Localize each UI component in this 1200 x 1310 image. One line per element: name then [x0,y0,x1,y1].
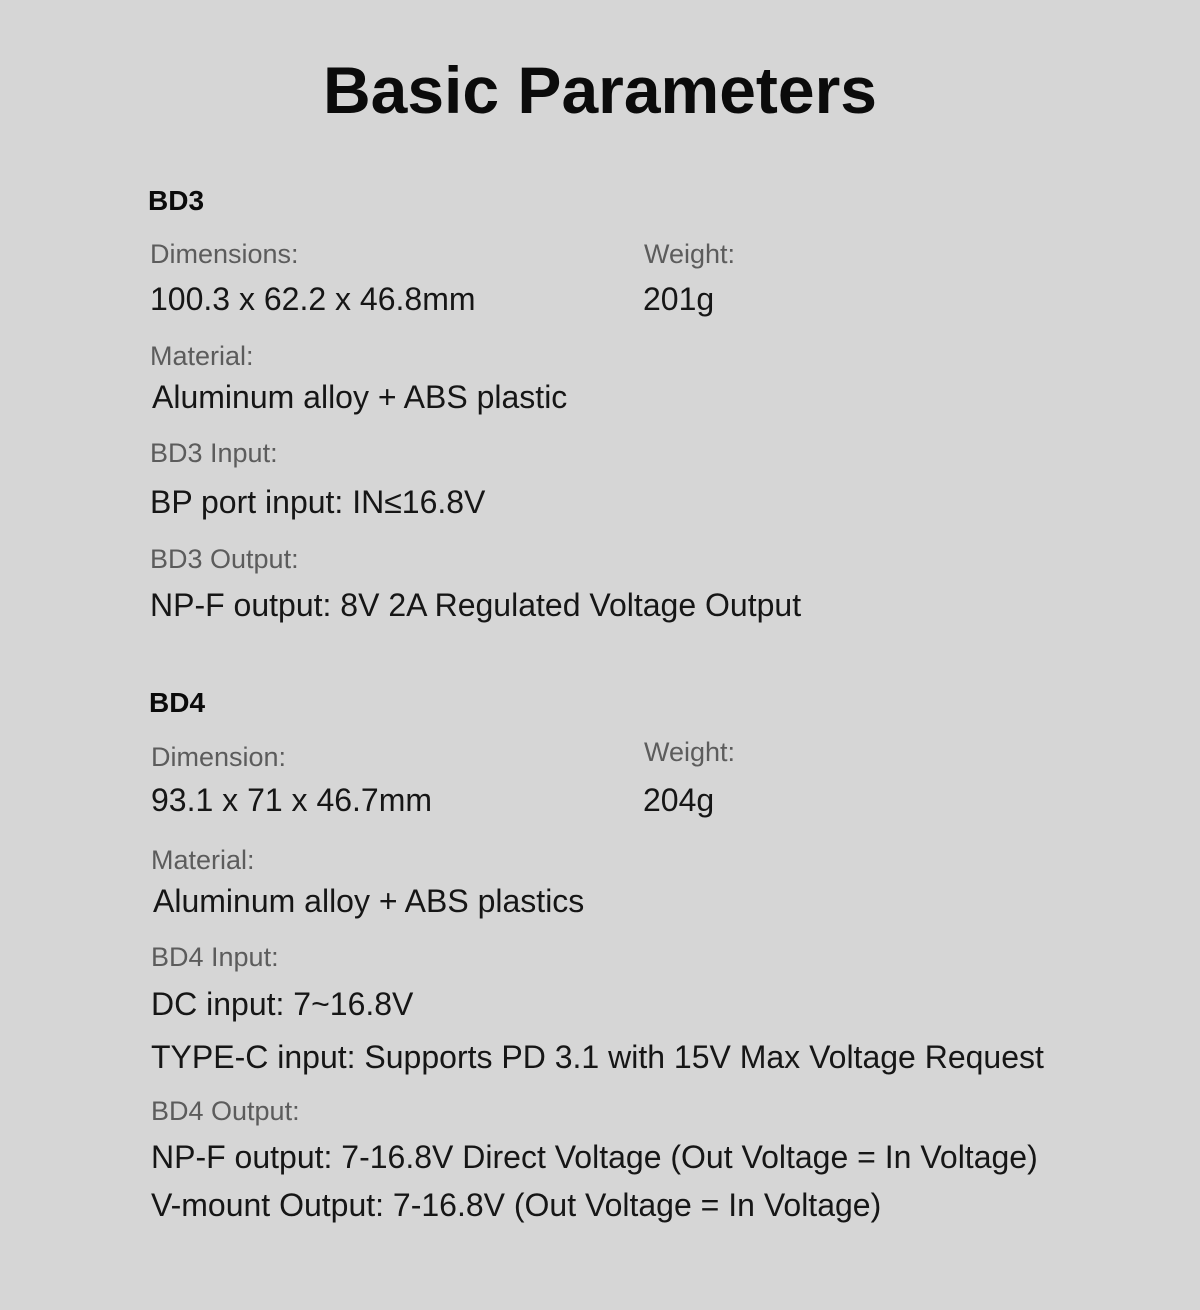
bd4-vmount-output-value: V-mount Output: 7-16.8V (Out Voltage = In Voltage) [151,1187,882,1223]
bd3-output-label: BD3 Output: [150,544,299,574]
bd3-material-label: Material: [150,341,254,371]
bd4-weight-label: Weight: [644,737,736,767]
bd3-input-label: BD3 Input: [150,438,278,468]
bd4-dimension-label: Dimension: [151,742,287,772]
bd3-output-value: NP-F output: 8V 2A Regulated Voltage Output [150,587,802,623]
page-title: Basic Parameters [322,53,878,127]
bd4-material-label: Material: [151,845,255,875]
bd3-weight-value: 201g [643,281,715,317]
bd3-heading: BD3 [148,185,205,216]
bd4-dc-input-value: DC input: 7~16.8V [151,986,414,1022]
bd4-material-value: Aluminum alloy + ABS plastics [153,883,585,919]
bd3-dimensions-label: Dimensions: [150,239,299,269]
bd4-typec-input-value: TYPE-C input: Supports PD 3.1 with 15V Max Voltage Request [151,1039,1044,1075]
bd4-dimension-value: 93.1 x 71 x 46.7mm [151,782,433,818]
bd4-output-label: BD4 Output: [151,1096,300,1126]
bd3-weight-label: Weight: [644,239,736,269]
bd4-heading: BD4 [149,687,206,718]
bd3-material-value: Aluminum alloy + ABS plastic [152,379,568,415]
bd4-input-label: BD4 Input: [151,942,279,972]
bd4-weight-value: 204g [643,782,715,818]
bd3-input-value: BP port input: IN≤16.8V [150,484,486,520]
bd4-npf-output-value: NP-F output: 7-16.8V Direct Voltage (Out Voltage = In Voltage) [151,1139,1038,1175]
bd3-dimensions-value: 100.3 x 62.2 x 46.8mm [150,281,476,317]
